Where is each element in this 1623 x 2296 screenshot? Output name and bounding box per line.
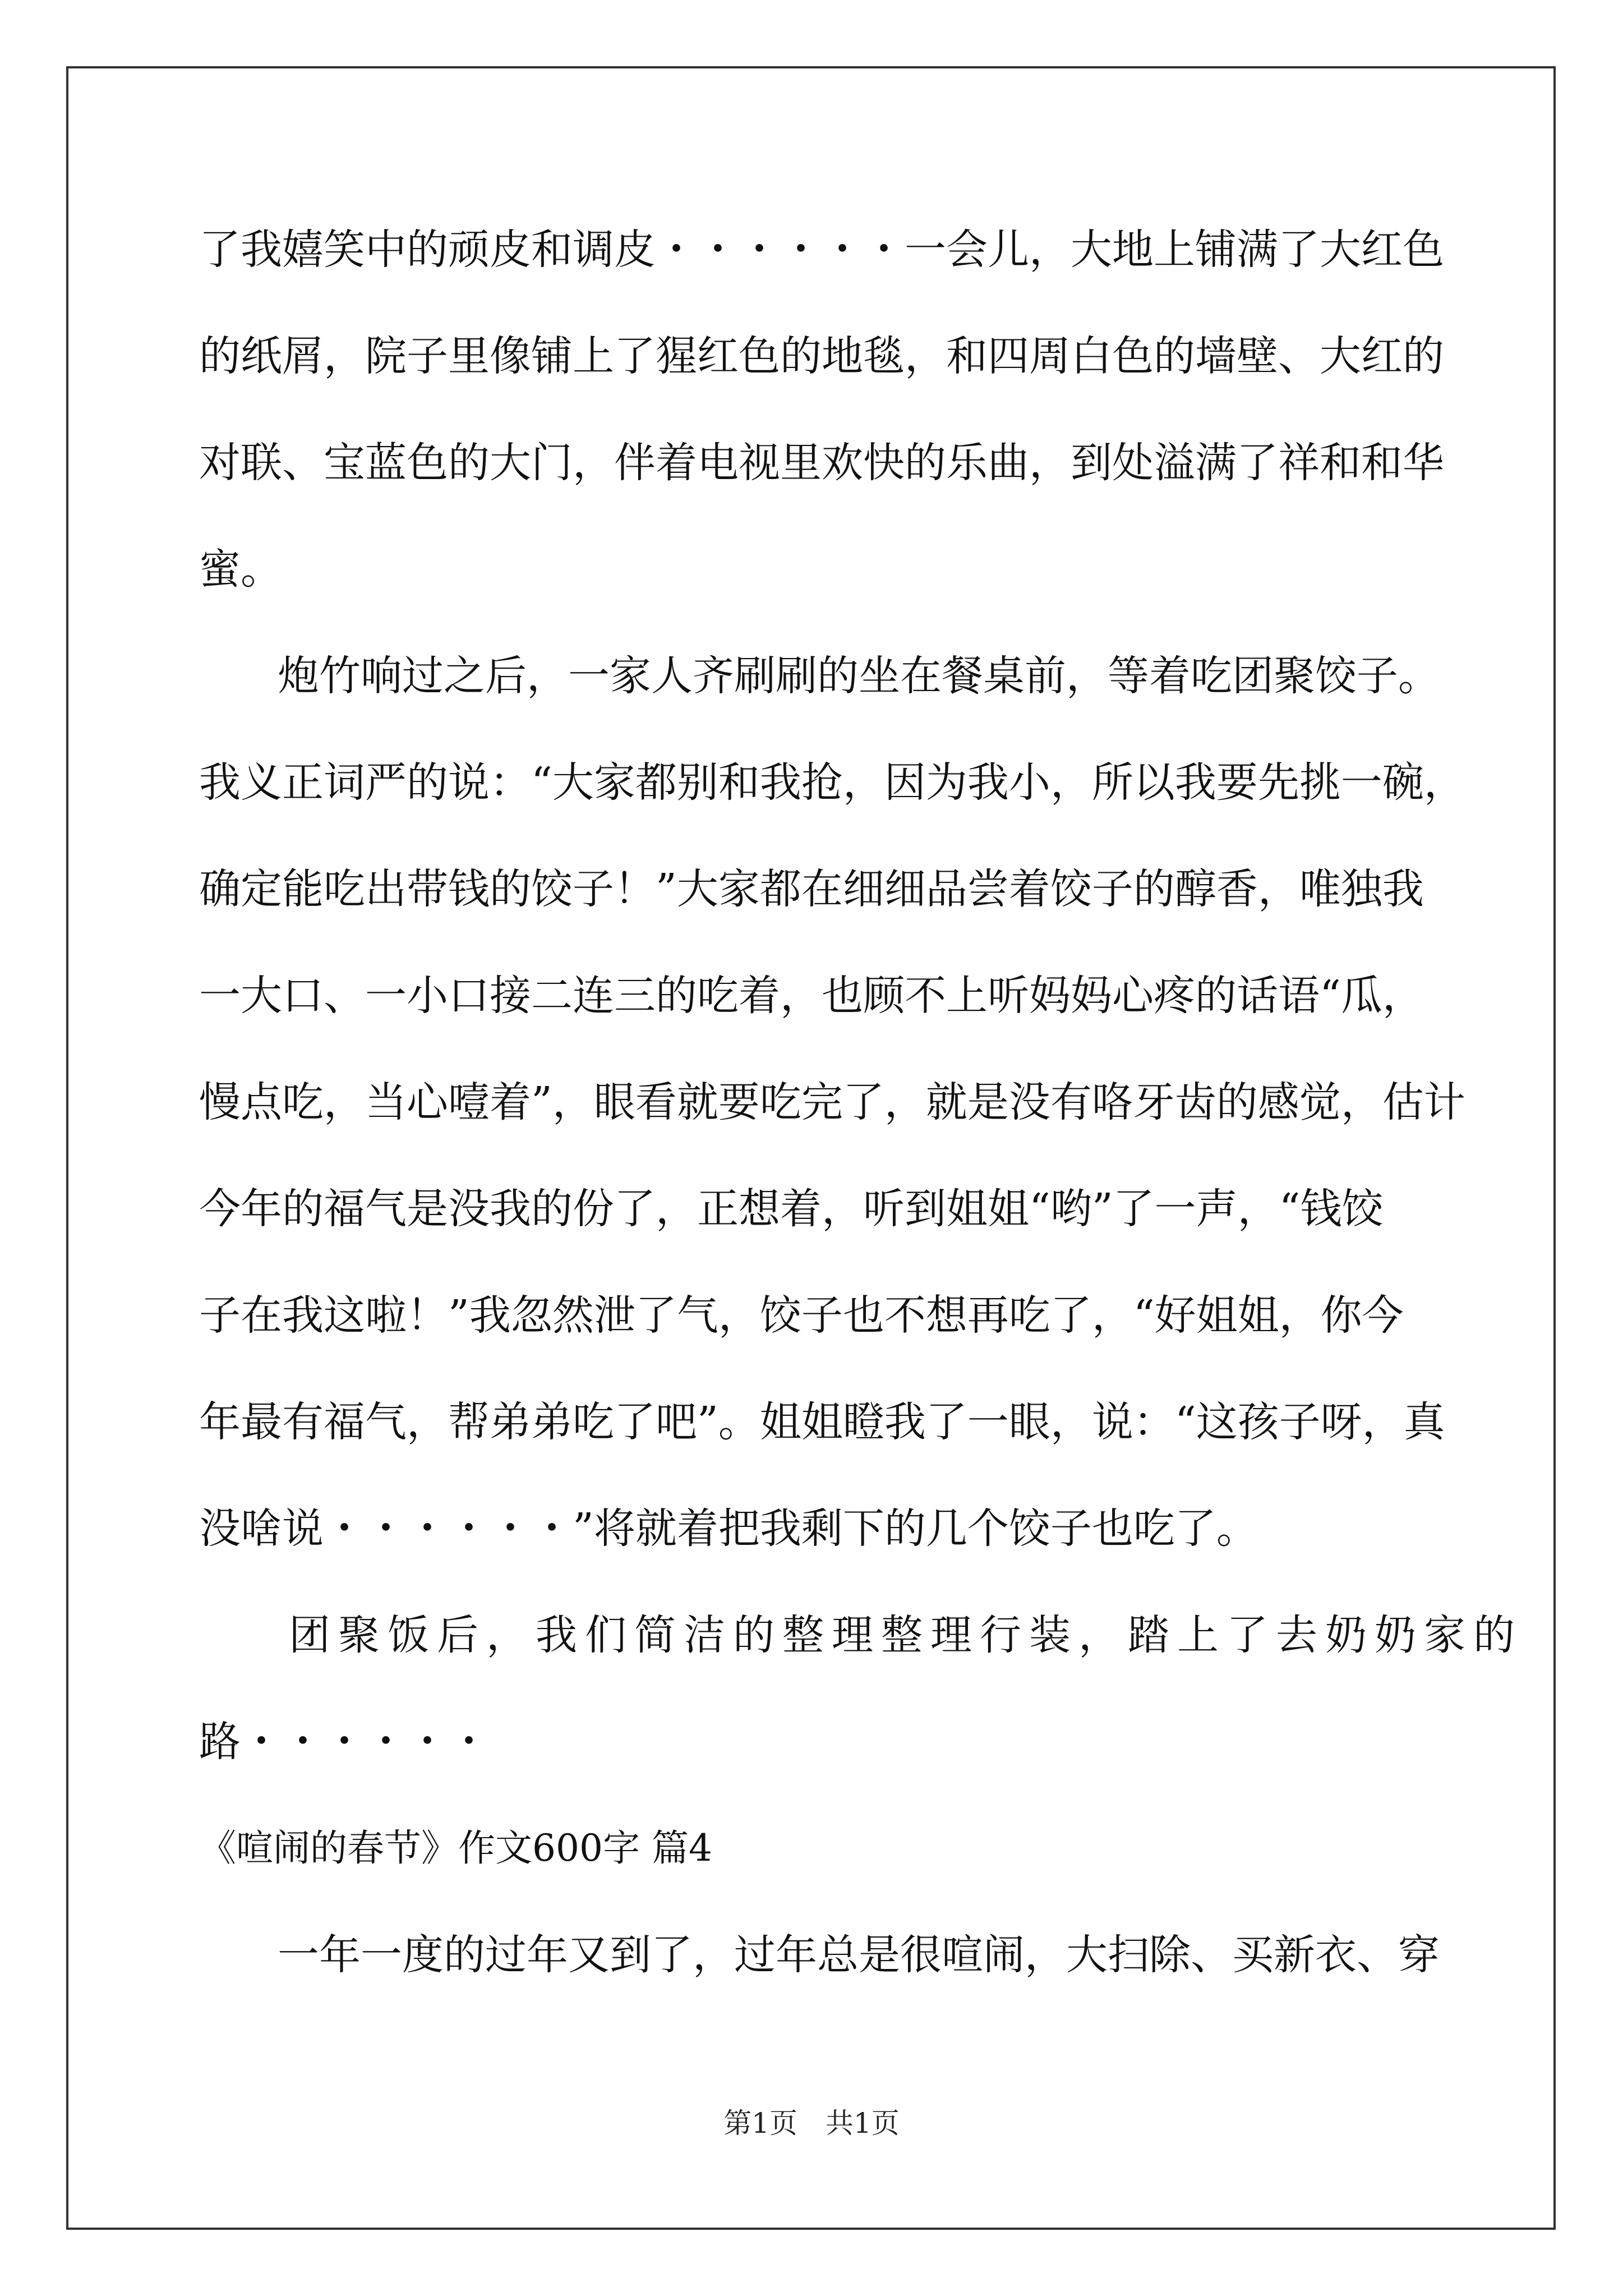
text-line: 今年的福气是没我的份了，正想着，听到姐姐“哟”了一声，“钱饺 [199, 1185, 1384, 1233]
text-line: 确定能吃出带钱的饺子！”大家都在细细品尝着饺子的醇香，唯独我 [199, 865, 1424, 913]
text-line: 年最有福气，帮弟弟吃了吧”。姐姐瞪我了一眼，说：“这孩子呀，真 [199, 1398, 1445, 1446]
text-line: 子在我这啦！”我忽然泄了气，饺子也不想再吃了，“好姐姐，你今 [199, 1291, 1404, 1340]
paragraph-start-line: 炮竹响过之后，一家人齐刷刷的坐在餐桌前，等着吃团聚饺子。 [278, 652, 1440, 700]
paragraph-start-line: 一年一度的过年又到了，过年总是很喧闹，大扫除、买新衣、穿 [278, 1931, 1440, 1979]
text-line: 了我嬉笑中的顽皮和调皮・・・・・・一会儿，大地上铺满了大红色 [199, 226, 1444, 274]
text-line: 我义正词严的说：“大家都别和我抢，因为我小，所以我要先挑一碗， [199, 758, 1465, 807]
text-line: 路・・・・・・ [199, 1718, 490, 1766]
paragraph-start-line: 团聚饭后，我们简洁的整理整理行装，踏上了去奶奶家的 [289, 1611, 1523, 1659]
section-heading: 《喧闹的春节》作文600字 篇4 [199, 1826, 712, 1870]
page-footer: 第1页 共1页 [723, 2107, 900, 2139]
text-line: 一大口、一小口接二连三的吃着，也顾不上听妈妈心疼的话语“瓜， [199, 972, 1424, 1020]
text-line: 对联、宝蓝色的大门，伴着电视里欢快的乐曲，到处溢满了祥和和华 [199, 439, 1444, 487]
text-line: 没啥说・・・・・・”将就着把我剩下的几个饺子也吃了。 [199, 1504, 1258, 1553]
text-line: 的纸屑，院子里像铺上了猩红色的地毯，和四周白色的墙壁、大红的 [199, 332, 1444, 380]
page-border [66, 66, 1556, 2230]
text-line: 慢点吃，当心噎着”，眼看就要吃完了，就是没有咯牙齿的感觉，估计 [199, 1078, 1465, 1126]
text-line: 蜜。 [199, 545, 282, 593]
